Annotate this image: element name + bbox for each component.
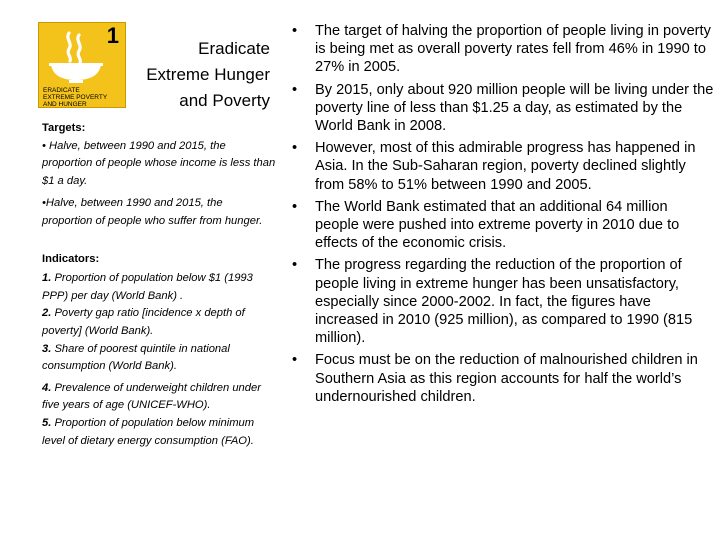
indicator-number: 1. (42, 272, 52, 285)
indicator-item (42, 270, 276, 305)
logo-caption (43, 87, 107, 108)
targets-heading: Targets: (42, 122, 86, 134)
bullet-text: The target of halving the proportion of people living in poverty is being met as overall poverty rates fell from 46% in 1990 to 27% in 2005. (315, 23, 711, 76)
bullet-marker: • (292, 140, 298, 157)
target-item: •Halve, between 1990 and 2015, the proportion of people who suffer from hunger. (42, 197, 263, 227)
indicator-number: 3. (42, 342, 52, 355)
indicator-text: Proportion of population below $1 (1993 PPP) per day (World Bank) . (42, 272, 253, 302)
indicator-text: Poverty gap ratio [incidence x depth of poverty] (World Bank). (42, 307, 245, 337)
indicator-number: 2. (42, 307, 52, 320)
bullet-marker: • (292, 352, 298, 369)
bullet-marker: • (292, 81, 298, 98)
bullet-text: The World Bank estimated that an additional 64 million people were pushed into extreme poverty in 2010 due to effects of the economic crisis. (315, 198, 680, 252)
bullet-text: However, most of this admirable progress has happened in Asia. In the Sub-Saharan region, poverty declined slightly from 58% to 51% between 1990 and 2005. (315, 140, 696, 193)
targets-indicators-panel (42, 120, 276, 450)
indicator-text: Share of poorest quintile in national consumption (World Bank). (42, 342, 230, 373)
progress-bullet-list (290, 22, 715, 410)
bullet-item (290, 256, 715, 347)
logo-caption-line: AND HUNGER (43, 101, 87, 108)
indicator-item (42, 305, 276, 340)
bullet-text: By 2015, only about 920 million people will be living under the poverty line of less than $1.25 a day, as estimated by the World Bank in 2008. (315, 81, 714, 135)
logo-caption-line: EXTREME POVERTY (43, 94, 108, 101)
indicator-text: Proportion of population below minimum level of dietary energy consumption (FAO). (42, 416, 255, 447)
bullet-marker: • (292, 198, 298, 215)
bullet-item (290, 351, 715, 406)
bullet-item (290, 81, 715, 136)
title-line: Extreme Hunger (146, 65, 270, 84)
indicator-item (42, 380, 276, 415)
indicators-heading: Indicators: (42, 252, 100, 265)
title-line: Eradicate (198, 39, 270, 58)
indicator-text: Prevalence of underweight children under five years of age (UNICEF-WHO). (42, 381, 261, 412)
bullet-item (290, 139, 715, 194)
bullet-item (290, 22, 715, 77)
indicator-number: 4. (42, 381, 52, 394)
indicator-item (42, 415, 276, 450)
bullet-text: The progress regarding the reduction of the proportion of people living in extreme hunger has been unsatisfactory, especially since 2000-2002. In fact, the figures have increased in 2010 (925 million), as compared to 1990 (815 million). (315, 257, 693, 347)
bullet-item (290, 198, 715, 253)
indicator-item (42, 341, 276, 376)
target-item: • Halve, between 1990 and 2015, the proportion of people whose income is less than $1 a day. (42, 139, 276, 187)
bullet-text: Focus must be on the reduction of malnourished children in Southern Asia as this region accounts for half the world’s undernourished children. (315, 352, 698, 405)
title-line: and Poverty (179, 91, 270, 110)
indicator-number: 5. (42, 416, 52, 429)
slide-title (128, 36, 270, 114)
bullet-marker: • (292, 23, 298, 39)
bullet-marker: • (292, 257, 298, 274)
logo-caption-line: ERADICATE (43, 87, 80, 94)
mdg-goal-1-logo (38, 22, 126, 108)
goal-number: 1 (106, 23, 119, 48)
